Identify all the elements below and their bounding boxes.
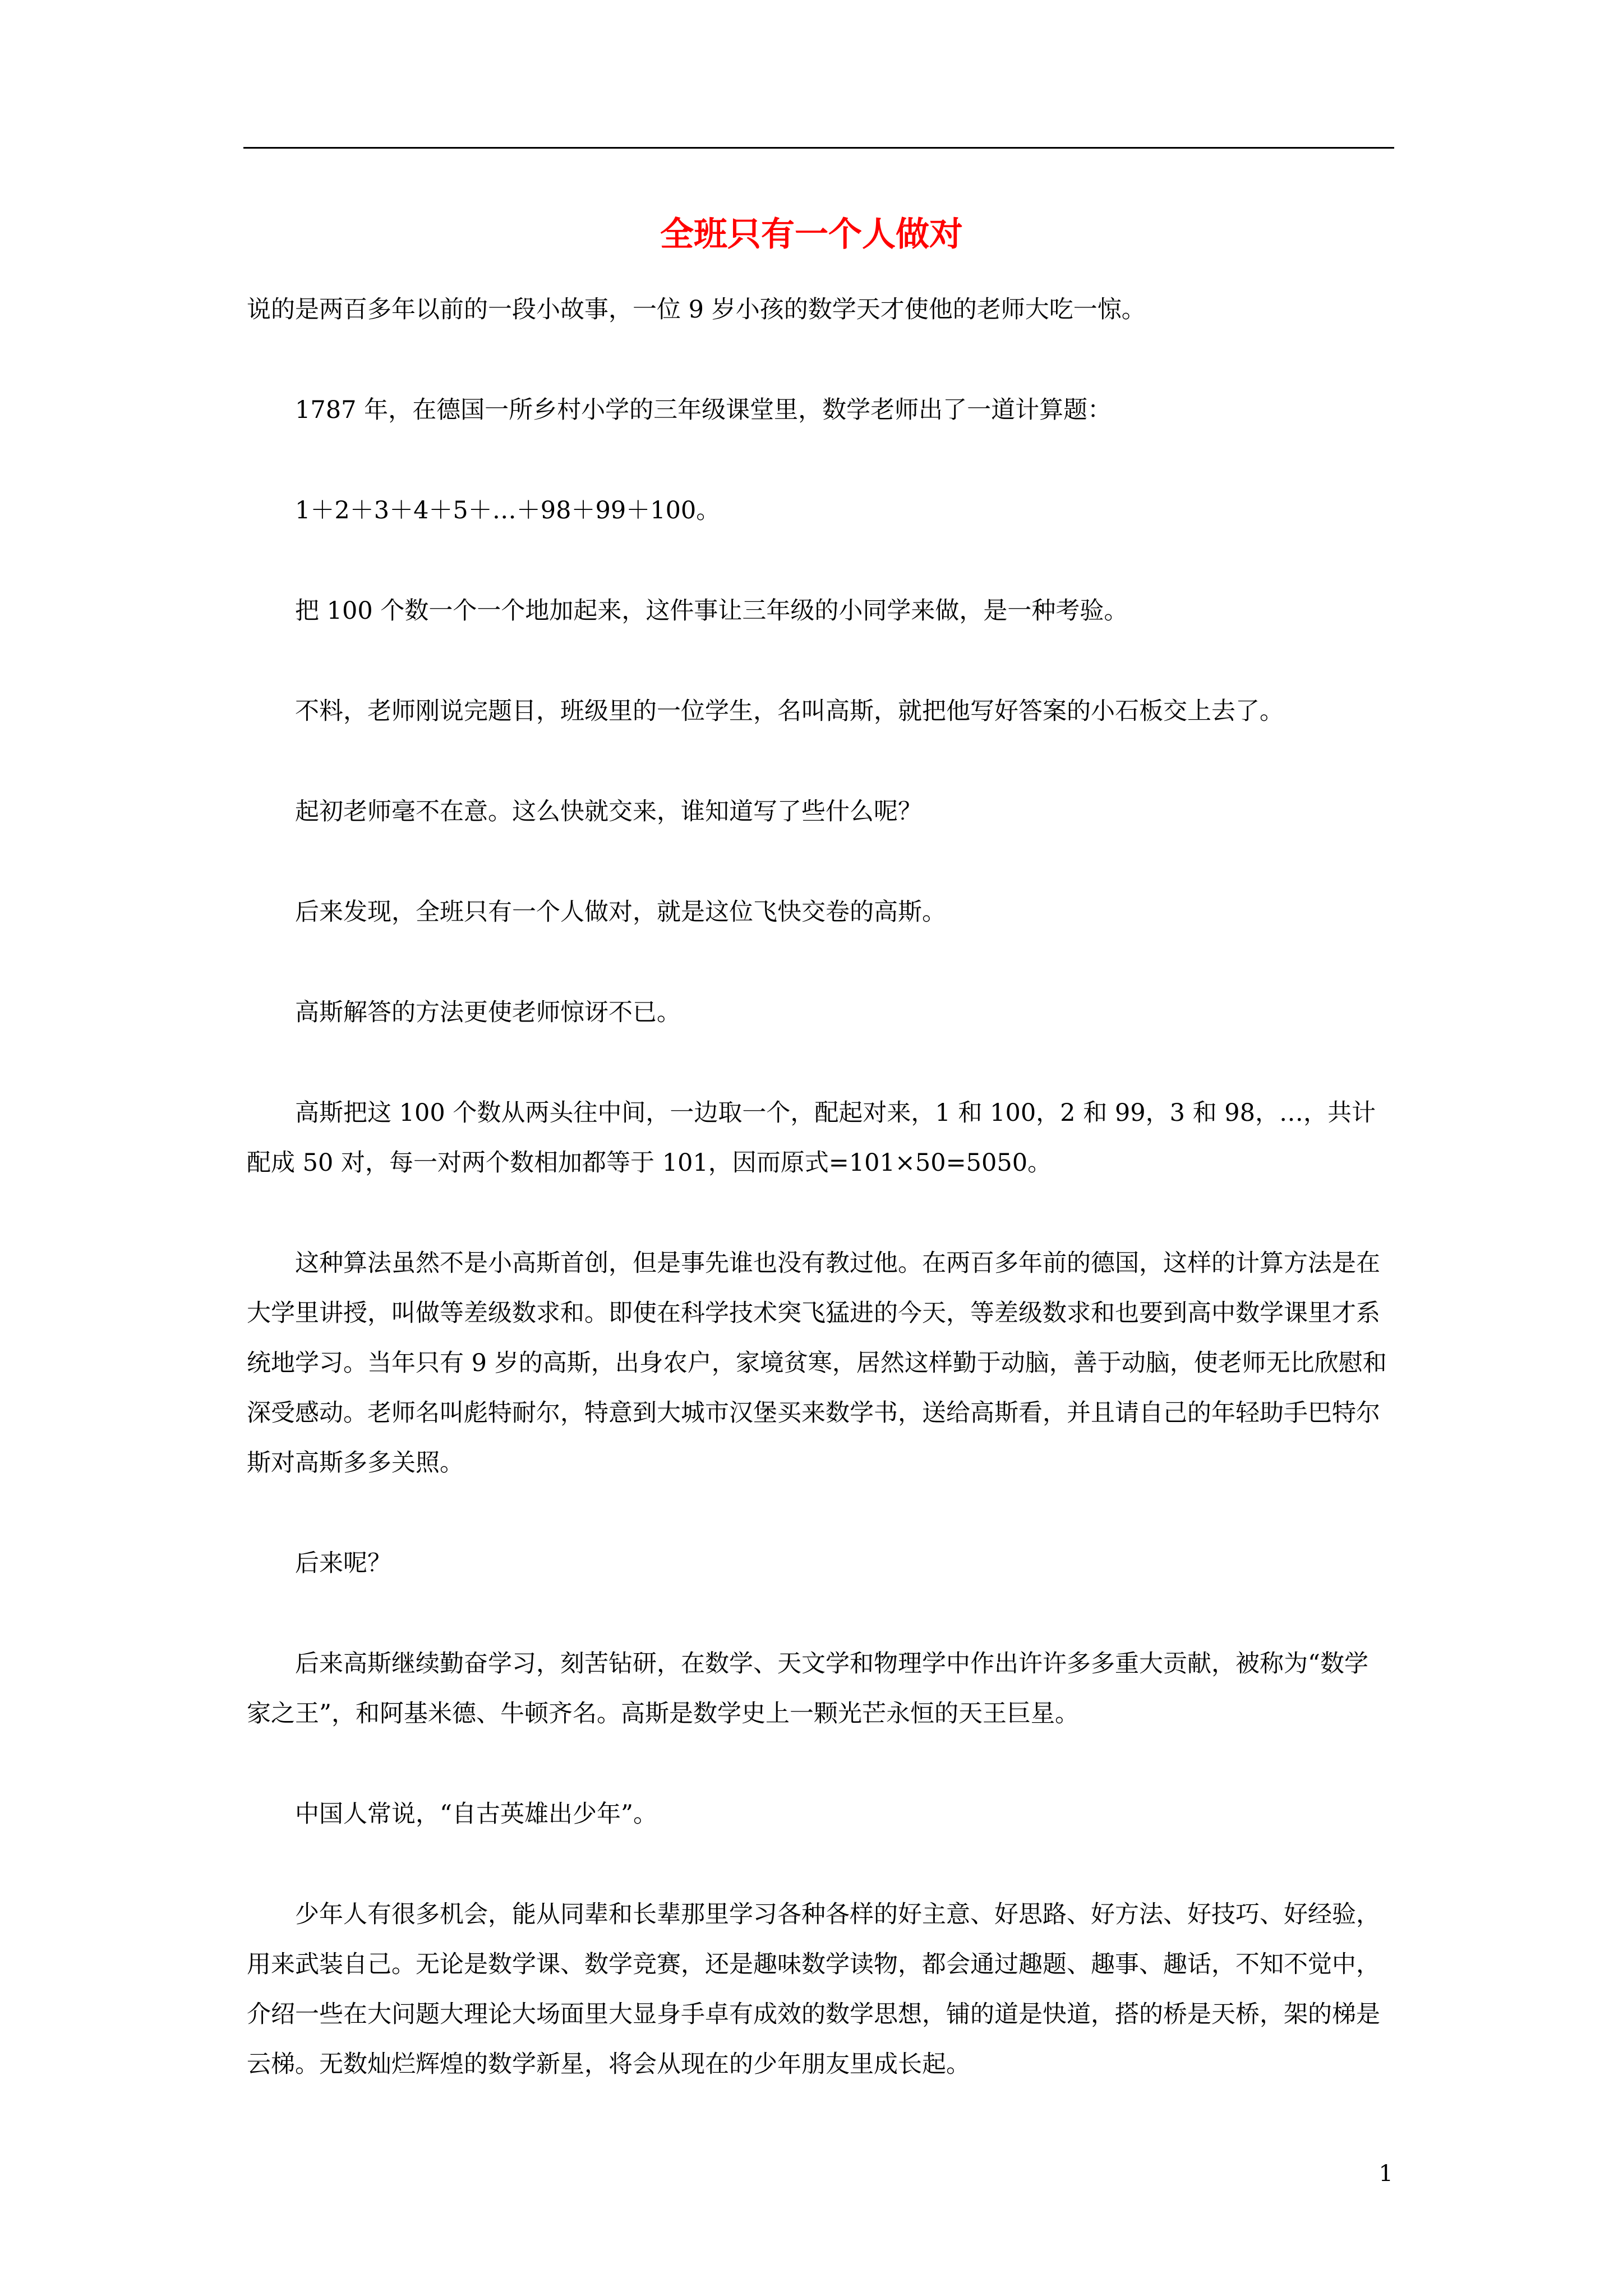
paragraph: 少年人有很多机会，能从同辈和长辈那里学习各种各样的好主意、好思路、好方法、好技巧、好经验，用来武装自己。无论是数学课、数学竞赛，还是趣味数学读物，都会通过趣题、趣事、趣话，不知不觉中，介绍一些在大问题大理论大场面里大显身手卓有成效的数学思想，铺的道是快道，搭的桥是天桥，架的梯是云梯。无数灿烂辉煌的数学新星，将会从现在的少年朋友里成长起。 [247,1901,1380,2078]
paragraph: 起初老师毫不在意。这么快就交来，谁知道写了些什么呢？ [295,798,922,826]
paragraph: 高斯解答的方法更使老师惊讶不已。 [295,999,681,1027]
paragraph: 后来发现，全班只有一个人做对，就是这位飞快交卷的高斯。 [295,898,946,926]
paragraph: 1787 年，在德国一所乡村小学的三年级课堂里，数学老师出了一道计算题： [295,396,1112,424]
paragraph: 这种算法虽然不是小高斯首创，但是事先谁也没有教过他。在两百多年前的德国，这样的计算方法是在大学里讲授，叫做等差级数求和。即使在科学技术突飞猛进的今天，等差级数求和也要到高中数学课里才系统地学习。当年只有 9 岁的高斯，出身农户，家境贫寒，居然这样勤于动脑，善于动脑，使老师无比欣慰和深受感动。老师名叫彪特耐尔，特意到大城市汉堡买来数学书，送给高斯看，并且请自己的年轻助手巴特尔斯对高斯多多关照。 [247,1249,1387,1477]
paragraph-intro: 说的是两百多年以前的一段小故事，一位 9 岁小孩的数学天才使他的老师大吃一惊。 [247,296,1146,324]
page-number: 1 [1378,2161,1393,2187]
paragraph-equation: 1＋2＋3＋4＋5＋…＋98＋99＋100。 [295,496,721,524]
paragraph: 后来高斯继续勤奋学习，刻苦钻研，在数学、天文学和物理学中作出许许多多重大贡献，被称为“数学家之王”，和阿基米德、牛顿齐名。高斯是数学史上一颗光芒永恒的天王巨星。 [247,1650,1368,1728]
paragraph: 中国人常说，“自古英雄出少年”。 [295,1800,657,1828]
paragraph: 高斯把这 100 个数从两头往中间，一边取一个，配起对来，1 和 100，2 和 99，3 和 98，…，共计配成 50 对，每一对两个数相加都等于 101，因而原式=101×50=5050。 [247,1099,1376,1177]
header-rule [243,147,1394,149]
paragraph: 把 100 个数一个一个地加起来，这件事让三年级的小同学来做，是一种考验。 [295,597,1128,625]
paragraph: 后来呢？ [295,1549,391,1577]
article-body [247,285,1391,2140]
paragraph: 不料，老师刚说完题目，班级里的一位学生，名叫高斯，就把他写好答案的小石板交上去了。 [295,697,1284,725]
page-title: 全班只有一个人做对 [660,215,963,254]
